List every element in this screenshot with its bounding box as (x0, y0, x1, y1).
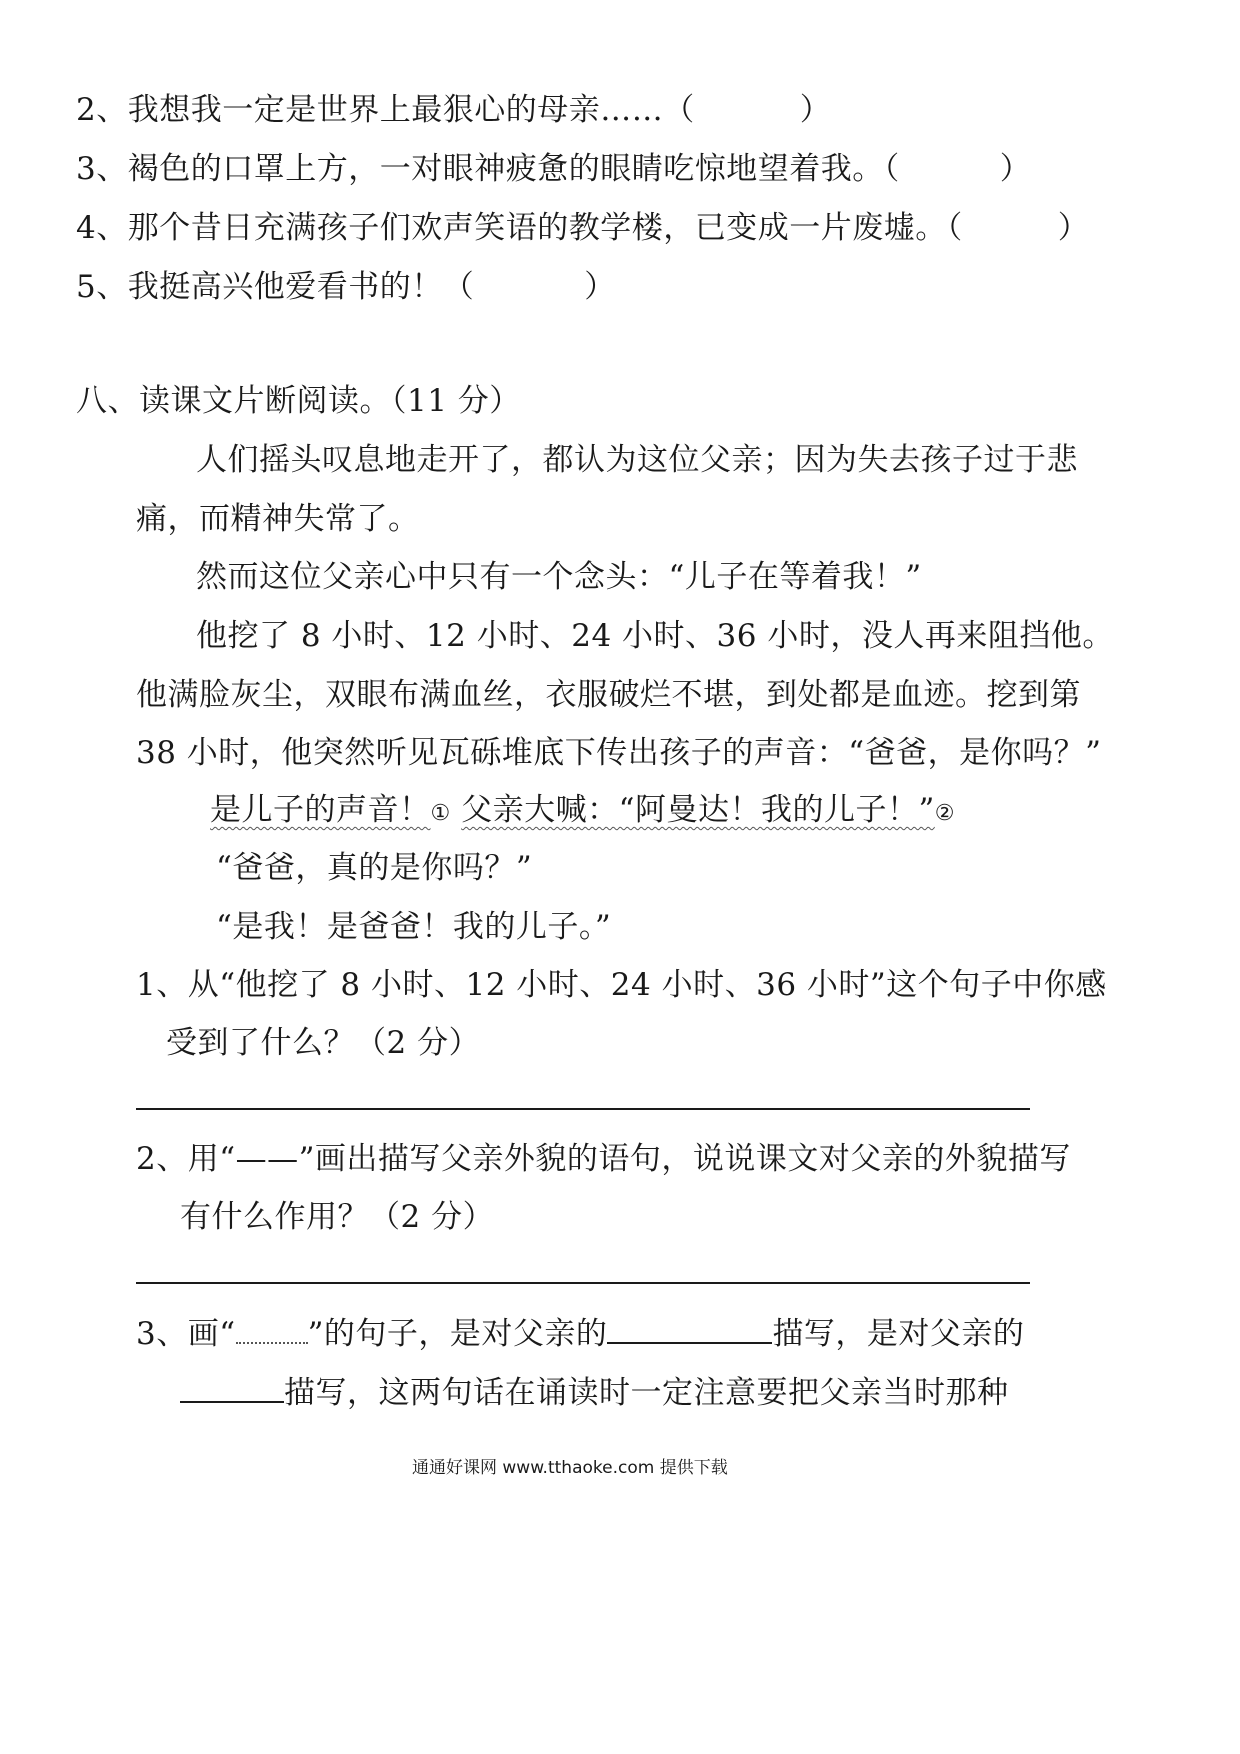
prev-item-5-close: ） (584, 269, 616, 305)
wavy-sentence-2: 父亲大喊：“阿曼达！我的儿子！” (461, 792, 935, 828)
passage-p6: “是我！是爸爸！我的儿子。” (216, 909, 612, 945)
question-3-line2 (180, 1371, 1009, 1413)
prev-item-5-text: 5、我挺高兴他爱看书的！（ (76, 269, 475, 305)
question-1-line2: 受到了什么？（2 分） (166, 1025, 481, 1061)
passage-p4 (210, 790, 955, 834)
answer-line-1[interactable] (136, 1108, 1030, 1110)
prev-item-4 (76, 208, 1089, 248)
question-3-part-a: 3、画“ (136, 1316, 236, 1352)
question-3-part-d: 描写，这两句话在诵读时一定注意要把父亲当时那种 (284, 1375, 1009, 1411)
question-2-line2: 有什么作用？（2 分） (180, 1199, 495, 1235)
circled-mark-2: ② (934, 801, 956, 826)
passage-p2: 然而这位父亲心中只有一个念头：“儿子在等着我！” (196, 559, 922, 595)
passage-p3-line2: 他满脸灰尘，双眼布满血丝，衣服破烂不堪，到处都是血迹。挖到第 (136, 677, 1081, 713)
prev-item-5 (76, 267, 616, 307)
answer-line-2[interactable] (136, 1282, 1030, 1284)
prev-item-3 (76, 149, 1031, 189)
passage-p3-line1: 他挖了 8 小时、12 小时、24 小时、36 小时，没人再来阻挡他。 (196, 618, 1114, 654)
passage-p5: “爸爸，真的是你吗？” (216, 850, 533, 886)
passage-p1-line2: 痛，而精神失常了。 (136, 501, 420, 537)
question-3-part-c: 描写，是对父亲的 (772, 1316, 1025, 1352)
prev-item-2-close: ） (799, 92, 832, 128)
circled-mark-1: ① (430, 801, 451, 826)
wavy-sentence-1: 是儿子的声音！ (210, 792, 431, 828)
question-3-part-b: ”的句子，是对父亲的 (307, 1316, 608, 1352)
prev-item-4-text: 4、那个昔日充满孩子们欢声笑语的教学楼，已变成一片废墟。（ (76, 210, 963, 246)
prev-item-2 (76, 90, 831, 130)
passage-p1-line1: 人们摇头叹息地走开了，都认为这位父亲；因为失去孩子过于悲 (196, 442, 1078, 478)
footer-source: 通通好课网 www.tthaoke.com 提供下载 (412, 1458, 728, 1478)
prev-item-3-close: ） (999, 151, 1032, 187)
question-1-line1: 1、从“他挖了 8 小时、12 小时、24 小时、36 小时”这个句子中你感 (136, 967, 1107, 1003)
section-8-title: 八、读课文片断阅读。（11 分） (76, 383, 521, 419)
passage-p3-line3: 38 小时，他突然听见瓦砾堆底下传出孩子的声音：“爸爸，是你吗？” (136, 735, 1102, 771)
fill-blank-2[interactable] (180, 1371, 284, 1403)
prev-item-3-text: 3、褐色的口罩上方，一对眼神疲惫的眼睛吃惊地望着我。（ (76, 151, 900, 187)
question-2-line1: 2、用“——”画出描写父亲外貌的语句，说说课文对父亲的外貌描写 (136, 1141, 1071, 1177)
prev-item-4-close: ） (1057, 210, 1090, 246)
question-3-line1 (136, 1312, 1024, 1354)
wavy-line-sample (236, 1316, 308, 1344)
prev-item-2-text: 2、我想我一定是世界上最狠心的母亲……（ (76, 92, 695, 128)
fill-blank-1[interactable] (607, 1312, 772, 1344)
